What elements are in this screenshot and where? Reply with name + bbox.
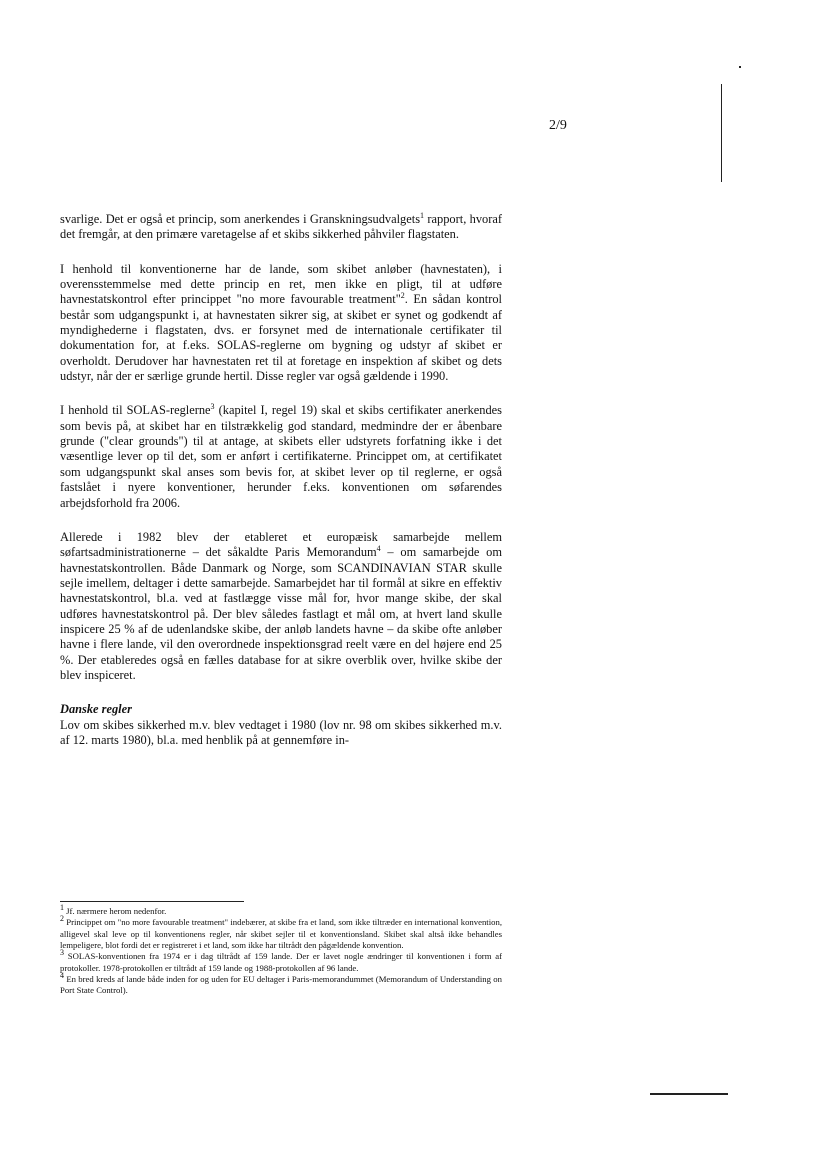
page-number: 2/9	[549, 118, 567, 133]
footnote-1	[60, 903, 502, 917]
footnote-text: En bred kreds af lande både inden for og uden for EU deltager i Paris-memorandummet (Memorandum of Understanding on Port State Control).	[60, 974, 502, 996]
footnote-ref-4: 4	[376, 544, 381, 554]
section-paragraph: Lov om skibes sikkerhed m.v. blev vedtaget i 1980 (lov nr. 98 om skibes sikkerhed m.v. af 12. marts 1980), bl.a. med henblik på at gennemføre in-	[60, 717, 502, 747]
section-danske-regler	[60, 702, 502, 748]
footnote-divider	[60, 901, 244, 902]
paragraph-3-text: I henhold til SOLAS-reglerne	[60, 403, 211, 418]
footnotes	[60, 903, 502, 997]
footnote-ref-2: 2	[400, 291, 405, 301]
paragraph-3	[60, 403, 502, 510]
paragraph-1-text: svarlige. Det er også et princip, som anerkendes i Granskningsudvalgets	[60, 212, 421, 226]
paragraph-4-tail: – om samarbejde om havnestatskontrollen. Både Danmark og Norge, som SCANDINAVIAN STAR skulle sejle imellem, deltager i dette samarbejde. Samarbejdet har til formål at sikre en effektiv havnestatskontrol, bl.a. ved at fastlægge visse mål for, hvor mange skibe, der skal udføres havnestatskontrol på. Der blev således fastlagt et mål om, at hvert land skulle inspicere 25 % af de udenlandske skibe, der anløb landets havne – da skibe ofte anløber havne i flere lande, vil den overordnede inspektionsgrad reelt være en del højere end 25 %. Der etableredes også en fælles database for at sikre overblik over, hvilke skibe der blev inspiceret.	[60, 545, 502, 682]
section-heading: Danske regler	[60, 702, 132, 717]
footnote-4	[60, 971, 502, 997]
scan-edge-line-bottom	[650, 1093, 728, 1095]
footnote-ref-1: 1	[420, 210, 425, 220]
scan-edge-line	[721, 84, 722, 182]
footnote-ref-3: 3	[210, 402, 215, 412]
paragraph-2-text: I henhold til konventionerne har de lande, som skibet anløber (havnestaten), i overensstemmelse med dette princip en ret, men ikke en pligt, til at udføre havnestatskontrol efter princippet "no more favourable treatment"	[60, 261, 502, 307]
footnote-text: Jf. nærmere herom nedenfor.	[64, 906, 167, 916]
footnote-number: 4	[60, 971, 64, 981]
paragraph-4	[60, 530, 502, 683]
footnote-number: 1	[60, 903, 64, 913]
paragraph-3-tail: (kapitel I, regel 19) skal et skibs certifikater anerkendes som bevis på, at skibet har en tilstrækkelig god standard, medmindre der er åbenbare grunde ("clear grounds") til at antage, at skibets eller udstyrets forfatning ikke i det væsentlige lever op til det, som er anført i certifikaterne. Princippet om, at certifikatet som udgangspunkt skal anses som bevis for, at skibet lever op til reglerne, er også fastslået i nyere konventioner, herunder f.eks. konventionen om søfarendes arbejdsforhold fra 2006.	[60, 403, 502, 510]
paragraph-2-tail: . En sådan kontrol består som udgangspunkt i, at havnestaten sikrer sig, at skibet er synet og godkendt af myndighederne i flagstaten, dvs. er forsynet med de internationale certifikater til dokumentation for, at f.eks. SOLAS-reglerne om bygning og udstyr af skibet er overholdt. Derudover har havnestaten ret til at foretage en inspektion af skibet og dets udstyr, når der er særlige grunde hertil. Disse regler var også gældende i 1990.	[60, 292, 502, 384]
footnote-text: Princippet om "no more favourable treatment" indebærer, at skibe fra et land, som ikke tiltræder en international konvention, alligevel skal leve op til konventionens regler, når skibet sejler til et konventionsland. Skibet skal altså ikke behandles lempeligere, blot fordi det er registreret i et land, som ikke har tiltrådt den pågældende konvention.	[60, 917, 502, 951]
paragraph-1-tail: rapport, hvoraf det fremgår, at den primære varetagelse af et skibs sikkerhed påhviler flagstaten.	[60, 212, 502, 242]
footnote-3	[60, 948, 502, 974]
paragraph-1	[60, 212, 502, 243]
scan-edge-dot	[739, 66, 741, 68]
paragraph-2	[60, 262, 502, 385]
footnote-number: 2	[60, 914, 64, 924]
body-text	[60, 212, 502, 767]
footnote-number: 3	[60, 948, 64, 958]
footnote-2	[60, 914, 502, 951]
paragraph-4-text: Allerede i 1982 blev der etableret et europæisk samarbejde mellem søfartsadministrationerne – det såkaldte Paris Memorandum	[60, 529, 502, 560]
footnote-text: SOLAS-konventionen fra 1974 er i dag tiltrådt af 159 lande. Der er lavet nogle ændringer til konventionen i form af protokoller. 1978-protokollen er tiltrådt af 159 lande og 1988-protokollen af 96 lande.	[60, 951, 502, 973]
